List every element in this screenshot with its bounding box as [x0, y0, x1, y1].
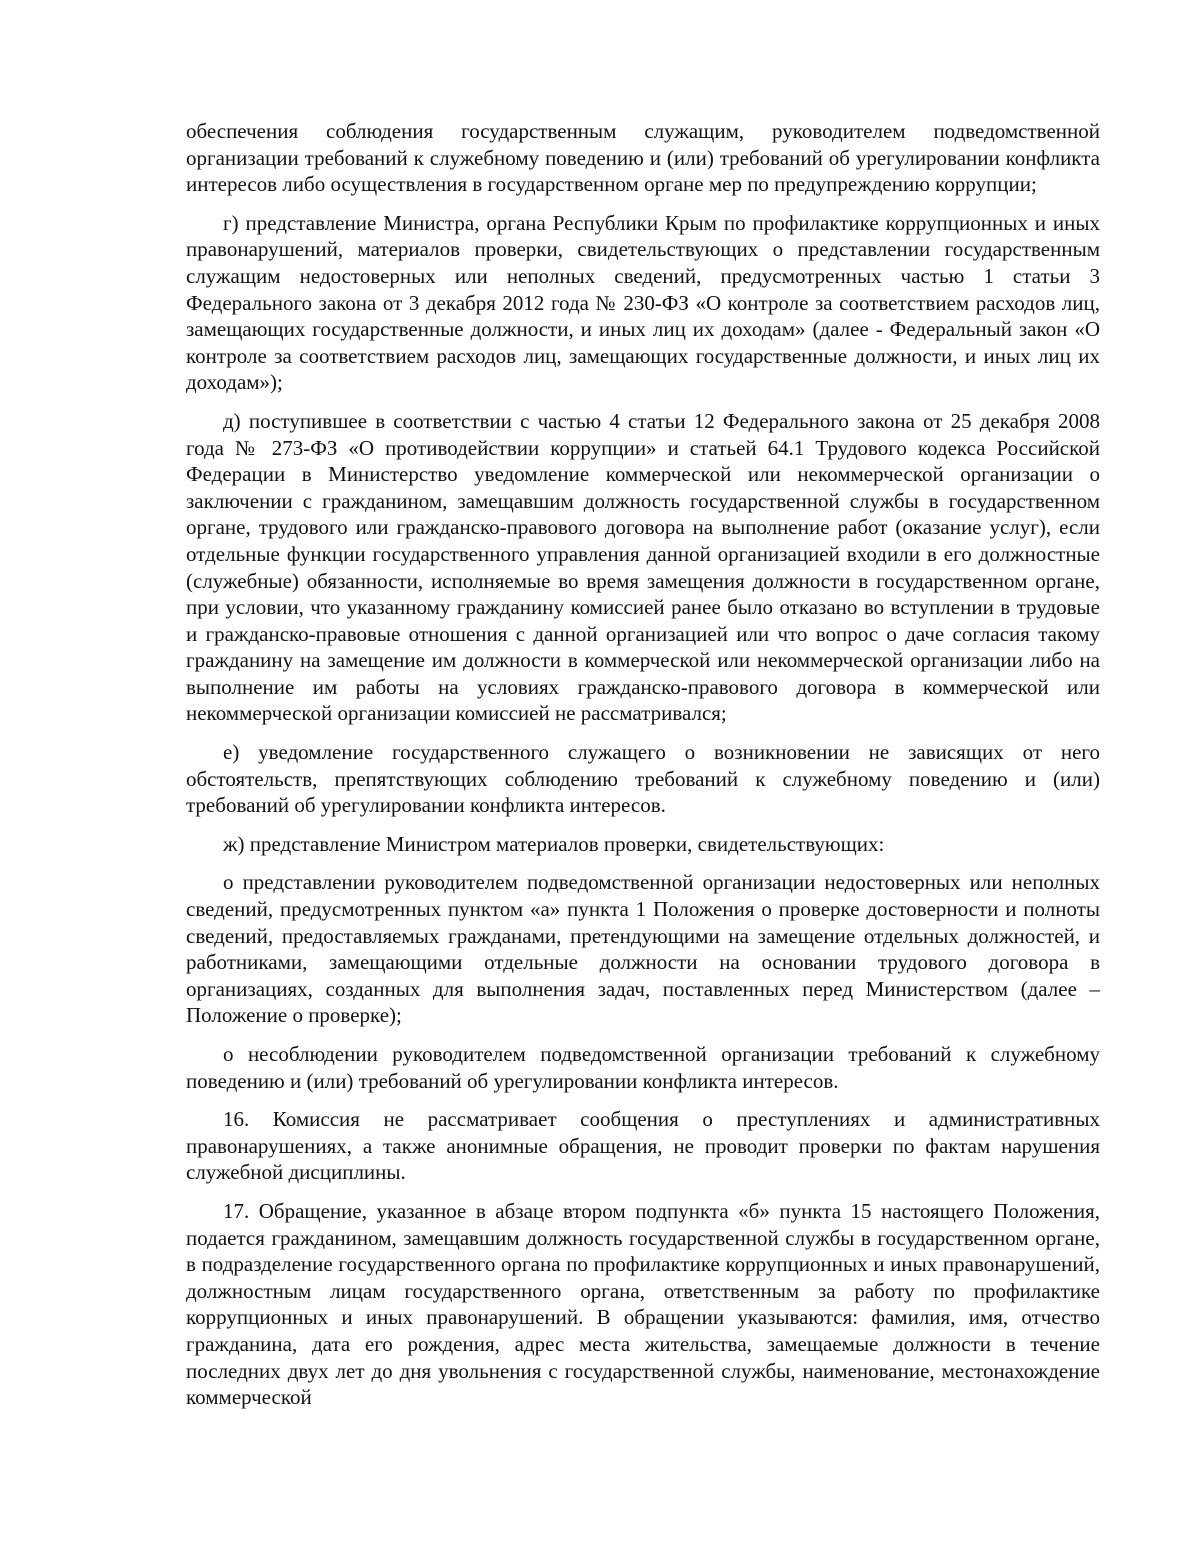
paragraph-item-zh: ж) представление Министром материалов проверки, свидетельствующих: [223, 831, 885, 856]
paragraph-section-17: 17. Обращение, указанное в абзаце втором подпункта «б» пункта 15 настоящего Положения, подается гражданином, замещавшим должность государственной службы в государственном органе, в подразделение государственного органа по профилактике коррупционных и иных правонарушений, должностным лицам государственного органа, ответственным за работу по профилактике коррупционных и иных правонарушений. В обращении указываются: фамилия, имя, отчество гражданина, дата его рождения, адрес места жительства, замещаемые должности в течение последних двух лет до дня увольнения с государственной службы, наименование, местонахождение коммерческой [186, 1198, 1100, 1410]
paragraph-section-16: 16. Комиссия не рассматривает сообщения о преступлениях и административных правонарушениях, а также анонимные обращения, не проводит проверки по фактам нарушения служебной дисциплины. [186, 1107, 1100, 1185]
paragraph-item-d: д) поступившее в соответствии с частью 4 статьи 12 Федерального закона от 25 декабря 2008 года № 273-ФЗ «О противодействии коррупции» и статьей 64.1 Трудового кодекса Российской Федерации в Министерство уведомление коммерческой или некоммерческой организации о заключении с гражданином, замещавшим должность государственной службы в государственном органе, трудового или гражданско-правового договора на выполнение работ (оказание услуг), если отдельные функции государственного управления данной организацией входили в его должностные (служебные) обязанности, исполняемые во время замещения должности в государственном органе, при условии, что указанному гражданину комиссией ранее было отказано во вступлении в трудовые и гражданско-правовые отношения с данной организацией или что вопрос о даче согласия такому гражданину на замещение им должности в коммерческой или некоммерческой организации либо на выполнение им работы на условиях гражданско-правового договора в коммерческой или некоммерческой организации комиссией не рассматривался; [186, 408, 1100, 726]
paragraph-item-e: е) уведомление государственного служащего о возникновении не зависящих от него обстоятельств, препятствующих соблюдению требований к служебному поведению и (или) требований об урегулировании конфликта интересов. [186, 740, 1100, 818]
paragraph-item-g: г) представление Министра, органа Республики Крым по профилактике коррупционных и иных правонарушений, материалов проверки, свидетельствующих о представлении государственным служащим недостоверных или неполных сведений, предусмотренных частью 1 статьи 3 Федерального закона от 3 декабря 2012 года № 230-ФЗ «О контроле за соответствием расходов лиц, замещающих государственные должности, и иных лиц их доходам» (далее - Федеральный закон «О контроле за соответствием расходов лиц, замещающих государственные должности, и иных лиц их доходам»); [186, 210, 1100, 395]
paragraph-continuation: обеспечения соблюдения государственным служащим, руководителем подведомственной организации требований к служебному поведению и (или) требований об урегулировании конфликта интересов либо осуществления в государственном органе мер по предупреждению коррупции; [186, 119, 1100, 197]
paragraph-zh-sub-2: о несоблюдении руководителем подведомственной организации требований к служебному поведению и (или) требований об урегулировании конфликта интересов. [186, 1042, 1100, 1093]
paragraph-zh-sub-1: о представлении руководителем подведомственной организации недостоверных или неполных сведений, предусмотренных пунктом «а» пункта 1 Положения о проверке достоверности и полноты сведений, предоставляемых гражданами, претендующими на замещение отдельных должностей, и работниками, замещающими отдельные должности на основании трудового договора в организациях, созданных для выполнения задач, поставленных перед Министерством (далее – Положение о проверке); [186, 870, 1100, 1028]
document-page [186, 118, 1100, 1423]
